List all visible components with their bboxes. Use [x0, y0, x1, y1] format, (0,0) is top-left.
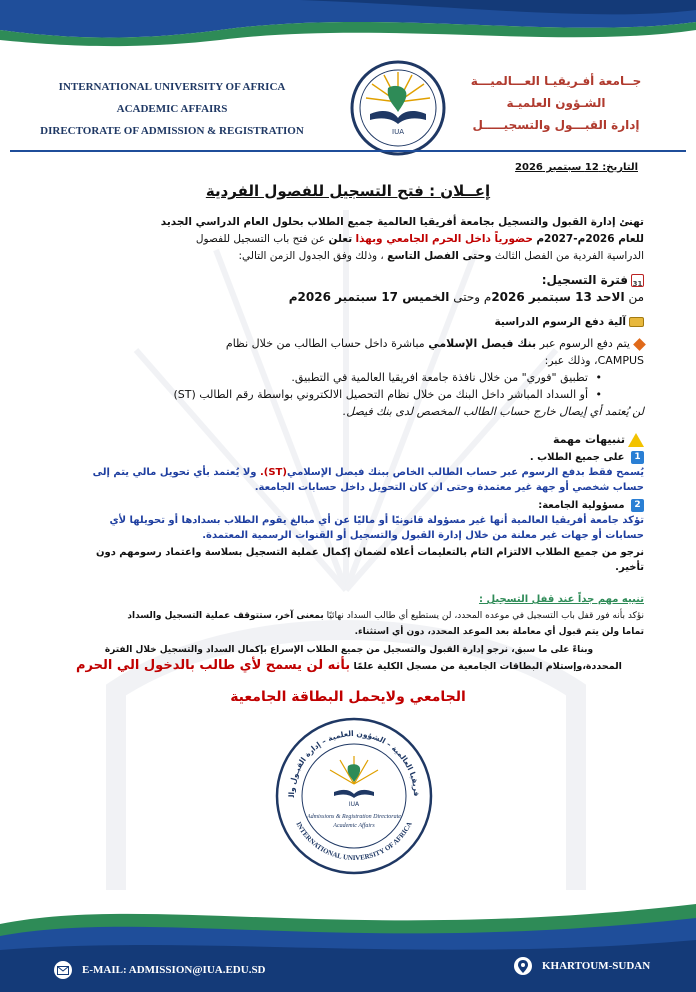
- notice-2-heading-row: [54, 498, 644, 513]
- notices-section: [54, 432, 644, 575]
- footer-location-text: KHARTOUM-SUDAN: [542, 960, 651, 972]
- period-from: من: [628, 290, 644, 304]
- header-academic-affairs-en: ACADEMIC AFFAIRS: [116, 103, 228, 115]
- notice-3-text-a: نرجو من جميع الطلاب الالتزام التام بالتعليمات أعلاه لضمان إكمال عملية التسجيل بسلاسة واعتماد رسومهم دون: [95, 547, 644, 558]
- header-directorate-en: DIRECTORATE OF ADMISSION & REGISTRATION: [40, 125, 304, 137]
- university-logo: [348, 58, 448, 158]
- fees-section: [54, 314, 644, 420]
- fees-line-2: CAMPUS، وذلك عبر:: [544, 354, 644, 367]
- registration-period-heading: فترة التسجيل:: [541, 273, 628, 287]
- notice-1-text-d: حساب شخصي أو جهة غير معتمدة وحتى ان كان التحويل داخل حسابات الجامعة.: [254, 482, 644, 493]
- header-directorate-ar: إدارة القبـــول والتسجيـــــل: [472, 118, 640, 132]
- closing-line-5: الجامعي ولايحمل البطاقة الجامعية: [230, 689, 466, 705]
- footer-location: [514, 957, 650, 975]
- intro-in-person: حضورياً داخل الحرم الجامعي وبهذا: [355, 233, 533, 245]
- closing-line-3: وبناءً على ما سبق، نرجو إدارة القبول والتسجيل من جميع الطلاب الإسراع بإكمال السداد والتسجيل خلال الفترة: [104, 645, 594, 655]
- fees-heading-row: [54, 314, 644, 331]
- header-english: [22, 76, 322, 142]
- footer-email-text[interactable]: E-MAIL: ADMISSION@IUA.EDU.SD: [82, 964, 266, 976]
- notices-heading-row: [54, 432, 644, 447]
- footer-email: [54, 961, 266, 979]
- fees-method-bank: • أو السداد المباشر داخل البنك من خلال نظام التحصيل الالكتروني بواسطة رقم الطالب (ST): [54, 386, 604, 403]
- notice-1-text-c: ولا يُعتمد بأي تحويل مالي يتم إلى: [92, 467, 257, 478]
- registration-period-dates: [54, 289, 644, 306]
- credit-card-icon: [629, 317, 644, 327]
- fees-method-fawry: • تطبيق "فوري" من خلال نافذة جامعة افريقيا العالمية في التطبيق.: [54, 369, 604, 386]
- mail-icon: [54, 961, 72, 979]
- fees-bank-name: بنك فيصل الإسلامي: [428, 337, 537, 350]
- closing-l1a: نؤكد بأنه فور قفل باب التسجيل في موعده المحدد، لن يستطيع أي طالب السداد نهائيًا: [326, 611, 644, 621]
- seal-center-directorate: Admissions & Registration Directorate: [307, 814, 401, 820]
- notice-2-text-b: حسابات أو جهات غير معلنة من خلال إدارة القبول والتسجيل أو القنوات الرسمية المعتمدة.: [202, 530, 644, 541]
- intro-year: للعام 2026م-2027م: [536, 233, 644, 245]
- closing-l1c: ستتوقف عملية التسجيل والسداد: [127, 611, 272, 621]
- announcement-title: إعــلان : فتح التسجيل للفصول الفردية: [205, 182, 491, 200]
- notice-1-title: على جميع الطلاب .: [529, 452, 625, 463]
- intro-announce: تعلن: [328, 233, 353, 245]
- intro-to-semester: وحتى الفصل التاسع: [387, 250, 492, 262]
- fees-methods-list: [54, 369, 604, 403]
- header-university-name-en: INTERNATIONAL UNIVERSITY OF AFRICA: [58, 81, 286, 93]
- intro-from-semester: الدراسية الفردية من الفصل الثالث: [494, 250, 644, 262]
- intro-schedule: ، وذلك وفق الجدول الزمن التالي:: [238, 250, 384, 262]
- top-decorative-band: [0, 0, 696, 60]
- intro-open-registration: عن فتح باب التسجيل للفصول: [195, 233, 326, 245]
- fees-pay-via: يتم دفع الرسوم عبر: [539, 337, 630, 350]
- notice-2-title: مسؤولية الجامعة:: [538, 500, 625, 511]
- number-2-icon: 2: [631, 499, 644, 512]
- notice-2-text-a: تؤكد جامعة أفريقيا العالمية أنها غير مسؤولة قانونيًا أو ماليًا عن أي مبالغ يقوم الطلاب بسدادها أو تحويلها لأي: [109, 515, 644, 526]
- closing-line-2: تماما ولن يتم قبول أي معاملة بعد الموعد المحدد، دون أي استثناء.: [354, 627, 644, 637]
- number-1-icon: 1: [631, 451, 644, 464]
- fees-direct: مباشرة داخل حساب الطالب من خلال نظام: [225, 337, 425, 350]
- seal-center-iua: IUA: [348, 801, 360, 808]
- notices-heading: تنبيهات مهمة: [553, 433, 625, 446]
- closing-l4a: المحددة،وإستلام البطاقات الجامعية من مسجل الكلية علمًا: [353, 661, 622, 672]
- fees-heading: آلية دفع الرسوم الدراسية: [494, 316, 626, 328]
- location-pin-icon: [514, 957, 532, 975]
- header-academic-affairs-ar: الشـؤون العلميـة: [506, 96, 606, 110]
- seal-center-affairs: Academic Affairs: [333, 823, 375, 829]
- header-university-name-ar: جــامعة أفـريقيـا العـــالميـــة: [470, 74, 642, 88]
- intro-paragraph: [54, 214, 644, 265]
- header-arabic: [446, 70, 666, 136]
- announcement-date: التاريخ: 12 سبتمبر 2026: [515, 162, 638, 173]
- seal-ring-arabic: فريقيا العالمية – الشؤون العلمية – إدارة القبـول وال: [286, 728, 422, 798]
- period-end-date: الخميس 17 سبتمبر 2026م: [288, 290, 450, 304]
- intro-line-1: تهنئ إدارة القبول والتسجيل بجامعة أفريقيا العالمية جميع الطلاب بحلول العام الدراسي الجديد: [160, 216, 644, 228]
- registration-period-heading-row: [54, 272, 644, 289]
- intro-line-2: [54, 231, 644, 248]
- diamond-bullet-icon: [633, 338, 646, 351]
- closing-section: [54, 592, 644, 675]
- warning-icon: [628, 433, 644, 447]
- university-seal: [274, 716, 434, 876]
- logo-text: IUA: [392, 128, 404, 136]
- calendar-icon: [631, 274, 644, 287]
- intro-line-3: [54, 248, 644, 265]
- closing-heading: تنبيه مهم جداً عند قفل التسجيل :: [478, 594, 644, 605]
- closing-line-4: [54, 658, 644, 675]
- notice-1-st: (ST).: [259, 467, 287, 478]
- period-until: م وحتى: [453, 290, 492, 304]
- fees-note: لن يُعتمد أي إيصال خارج حساب الطالب المخصص لدى بنك فيصل.: [342, 405, 644, 418]
- registration-period-section: [54, 272, 644, 306]
- header-divider: [10, 150, 686, 152]
- period-start-date: الاحد 13 سبتمبر 2026: [491, 290, 625, 304]
- notice-1-text: [54, 465, 644, 480]
- closing-l1b: بمعنى آخر،: [274, 611, 324, 621]
- notice-1-text-a: يُسمح فقط بدفع الرسوم عبر حساب الطالب الخاص ببنك فيصل الإسلامي: [286, 467, 644, 478]
- notice-3-text-b: تأخير.: [615, 562, 644, 573]
- seal-ring-english: INTERNATIONAL UNIVERSITY OF AFRICA: [294, 820, 414, 863]
- fees-line-1: [54, 335, 644, 352]
- notice-1-heading-row: [54, 450, 644, 465]
- closing-l4b: بأنه لن يسمح لأي طالب بالدخول الي الحرم: [76, 658, 351, 673]
- closing-line-1: [54, 608, 644, 624]
